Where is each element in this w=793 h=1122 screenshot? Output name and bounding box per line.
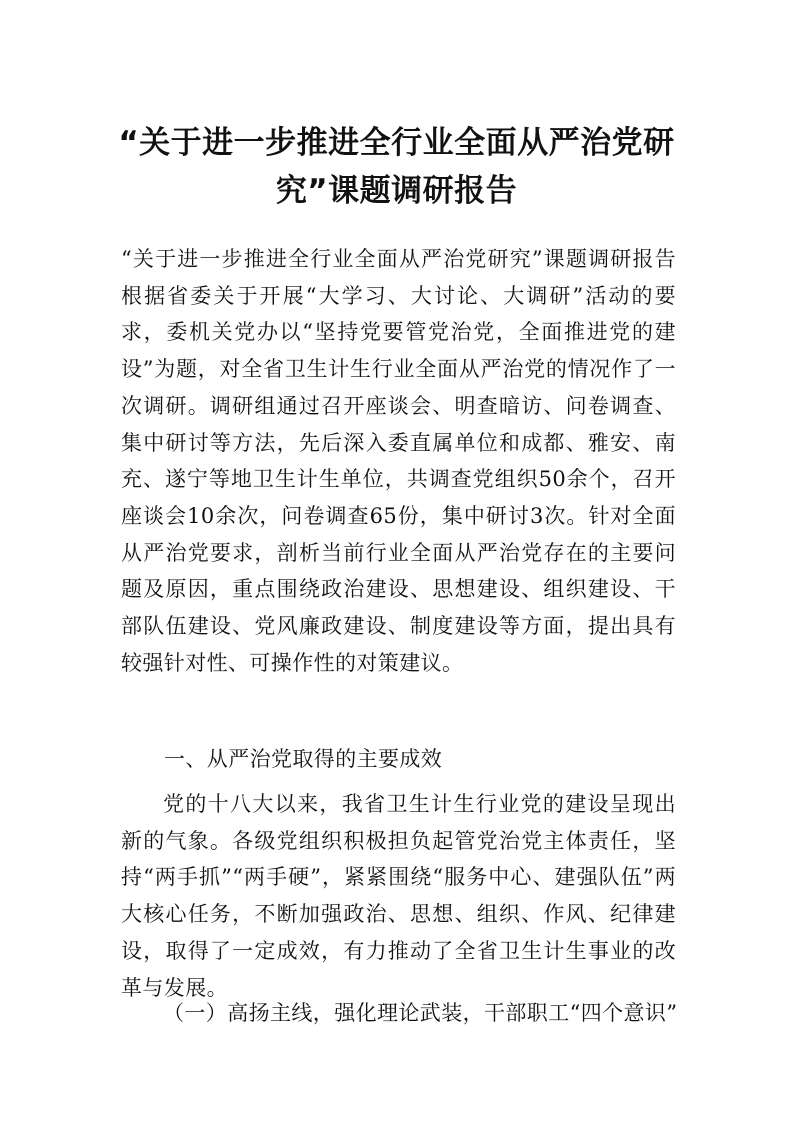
document-title-line-1: “关于进一步推进全行业全面从严治党研 <box>118 125 675 161</box>
subsection-heading-1: （一）高扬主线，强化理论武装，干部职工“四个意识” <box>163 1001 678 1025</box>
document-title-line-2: 究”课题调研报告 <box>275 173 518 209</box>
section-heading-1: 一、从严治党取得的主要成效 <box>164 747 443 771</box>
section-1-paragraph: 党的十八大以来，我省卫生计生行业党的建设呈现出新的气象。各级党组织积极担负起管党治党主体责任，坚持“两手抓”“两手硬”，紧紧围绕“服务中心、建强队伍”两大核心任务，不断加强政治、思想、组织、作风、纪律建设，取得了一定成效，有力推动了全省卫生计生事业的改革与发展。 <box>121 792 676 1000</box>
intro-paragraph: “关于进一步推进全行业全面从严治党研究”课题调研报告根据省委关于开展“大学习、大讨论、大调研”活动的要求，委机关党办以“坚持党要管党治党，全面推进党的建设”为题，对全省卫生计生行业全面从严治党的情况作了一次调研。调研组通过召开座谈会、明查暗访、问卷调查、集中研讨等方法，先后深入委直属单位和成都、雅安、南充、遂宁等地卫生计生单位，共调查党组织50余个，召开座谈会10余次，问卷调查65份，集中研讨3次。针对全面从严治党要求，剖析当前行业全面从严治党存在的主要问题及原因，重点围绕政治建设、思想建设、组织建设、干部队伍建设、党风廉政建设、制度建设等方面，提出具有较强针对性、可操作性的对策建议。 <box>121 247 676 675</box>
